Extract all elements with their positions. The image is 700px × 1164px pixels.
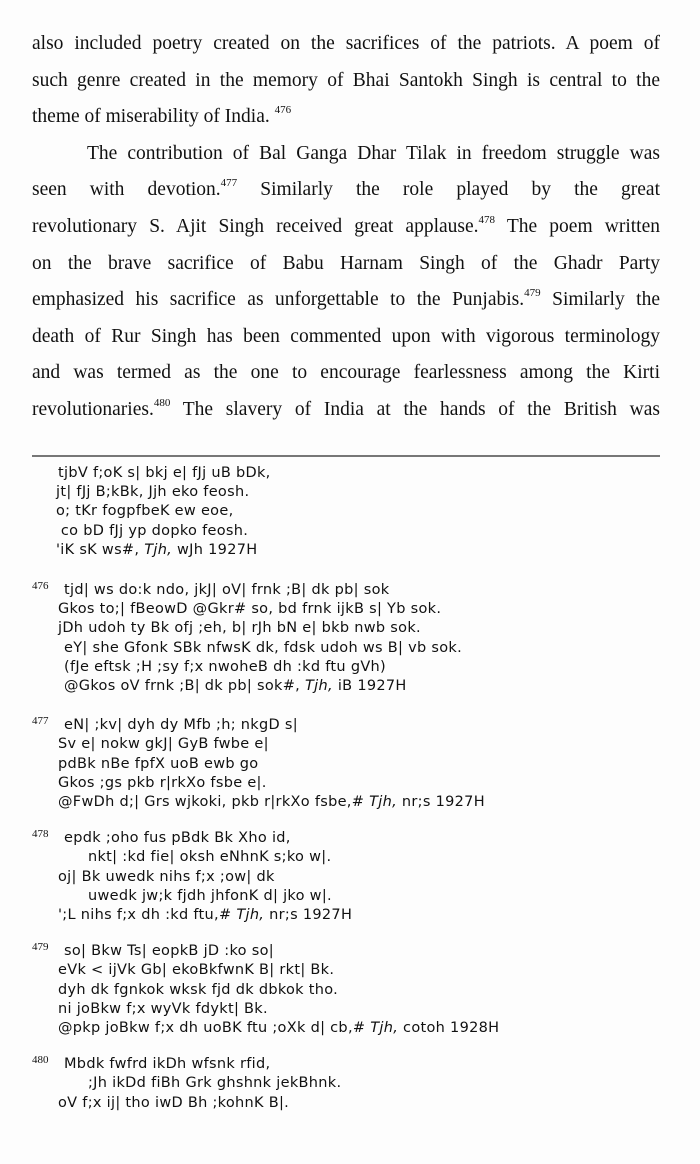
source-title: Tjh, [144,541,173,558]
footnote-line: Mbdk fwfrd ikDh wfsnk rfid, [64,1056,271,1073]
footnote-line: Sv e| nokw gkJ| GyB fwbe e| [58,736,269,753]
footnote-478 [32,829,672,925]
footnote-line: eVk < ijVk Gb| ekoBkfwnK B| rkt| Bk. [58,962,335,979]
footnote-476 [32,581,672,696]
footnote-separator [32,455,660,457]
footnote-source-line: @FwDh d;| Grs wjkoki, pkb r|rkXo fsbe,# Tjh, nr;s 1927H [58,794,485,811]
footnote-line: oj| Bk uwedk nihs f;x ;ow| dk [58,868,275,885]
text-line: seen with devotion.$^{477}$ Similarly the role played by the great [32,177,660,201]
source-title: Tjh, [236,907,265,924]
footnote-line: ni joBkw f;x wyVk fdykt| Bk. [58,1000,268,1017]
footnote-line: nkt| :kd fie| oksh eNhnK s;ko w|. [88,849,332,866]
footnote-480 [32,1055,672,1113]
text-line: on the brave sacrifice of Babu Harnam Singh of the Ghadr Party [32,252,660,274]
footnote-line: co bD fJj yp dopko feosh. [56,522,249,539]
footnote-line: oV f;x ij| tho iwD Bh ;kohnK B|. [58,1094,290,1111]
footnote-ref-479[interactable]: 479 [524,287,541,300]
footnote-line: eY| she Gfonk SBk nfwsK dk, fdsk udoh ws B| vb sok. [64,639,463,656]
footnote-line: tjd| ws do:k ndo, jkJ| oV| frnk ;B| dk pb| sok [64,582,390,599]
source-title: Tjh, [370,1020,399,1037]
footnote-line: so| Bkw Ts| eopkB jD :ko so| [64,943,274,960]
text-line: theme of miserability of India. $^{476}$ [32,104,292,128]
footnote-line: o; tKr fogpfbeK ew eoe, [56,503,234,520]
footnote-ref-480[interactable]: 480 [153,396,171,409]
text-line: The contribution of Bal Ganga Dhar Tilak in freedom struggle was [87,142,660,164]
source-title: Tjh, [305,678,333,695]
footnote-source-line: ';L nihs f;x dh :kd ftu,# Tjh, nr;s 1927H [58,907,353,924]
paragraph-2 [32,136,660,429]
footnote-line: epdk ;oho fus pBdk Bk Xho id, [64,830,291,847]
footnote-ref-477[interactable]: 477 [220,177,238,190]
footnote-line: pdBk nBe fpfX uoB ewb go [58,755,259,772]
footnote-source-line: @Gkos oV frnk ;B| dk pb| sok#, Tjh, iB 1927H [64,678,407,695]
footnote-line: jt| fJj B;kBk, Jjh eko feosh. [56,484,250,501]
footnote-number: 476 [32,580,49,593]
footnote-number: 479 [32,941,49,954]
footnote-line: tjbV f;oK s| bkj e| fJj uB bDk, [58,465,271,481]
footnote-number: 477 [32,715,49,728]
text-line: also included poetry created on the sacrifices of the patriots. A poem of [32,33,660,54]
footnote-479 [32,942,672,1038]
text-line: such genre created in the memory of Bhai Santokh Singh is central to the [32,69,660,91]
footnotes [32,464,672,1130]
footnote-ref-478[interactable]: 478 [478,213,496,226]
footnote-continued [32,464,672,560]
footnote-ref-476[interactable]: 476 [274,104,292,117]
footnote-number: 478 [32,828,49,841]
footnote-line: jDh udoh ty Bk ofj ;eh, b| rJh bN e| bkb nwb sok. [58,620,421,637]
footnote-line: uwedk jw;k fjdh jhfonK d| jko w|. [88,887,332,904]
footnote-line: ;Jh ikDd fiBh Grk ghshnk jekBhnk. [88,1075,342,1092]
source-title: Tjh, [369,794,397,811]
footnote-line: Gkos to;| fBeowD @Gkr# so, bd frnk ijkB s| Yb sok. [58,601,442,618]
paragraph-1 [32,26,660,136]
footnote-source-line: @pkp joBkw f;x dh uoBK ftu ;oXk d| cb,# Tjh, cotoh 1928H [58,1020,500,1037]
text-line: death of Rur Singh has been commented upon with vigorous terminology [32,325,660,347]
text-line: emphasized his sacrifice as unforgettable to the Punjabis.$^{479}$ Similarly the [32,287,661,311]
body-text [32,26,660,429]
footnote-line: dyh dk fgnkok wksk fjd dk dbkok tho. [58,981,339,998]
footnote-line: eN| ;kv| dyh dy Mfb ;h; nkgD s| [64,717,298,734]
text-line: revolutionaries.$^{480}$ The slavery of India at the hands of the British was [32,396,660,420]
footnote-number: 480 [32,1054,49,1067]
footnote-477 [32,716,672,812]
footnote-line: Gkos ;gs pkb r|rkXo fsbe e|. [58,774,267,791]
footnote-source-line: 'iK sK ws#, Tjh, wJh 1927H [56,541,258,558]
text-line: and was termed as the one to encourage fearlessness among the Kirti [32,362,660,384]
footnote-line: (fJe eftsk ;H ;sy f;x nwoheB dh :kd ftu gVh) [64,658,386,675]
text-line: revolutionary S. Ajit Singh received great applause.$^{478}$ The poem written [32,213,660,237]
